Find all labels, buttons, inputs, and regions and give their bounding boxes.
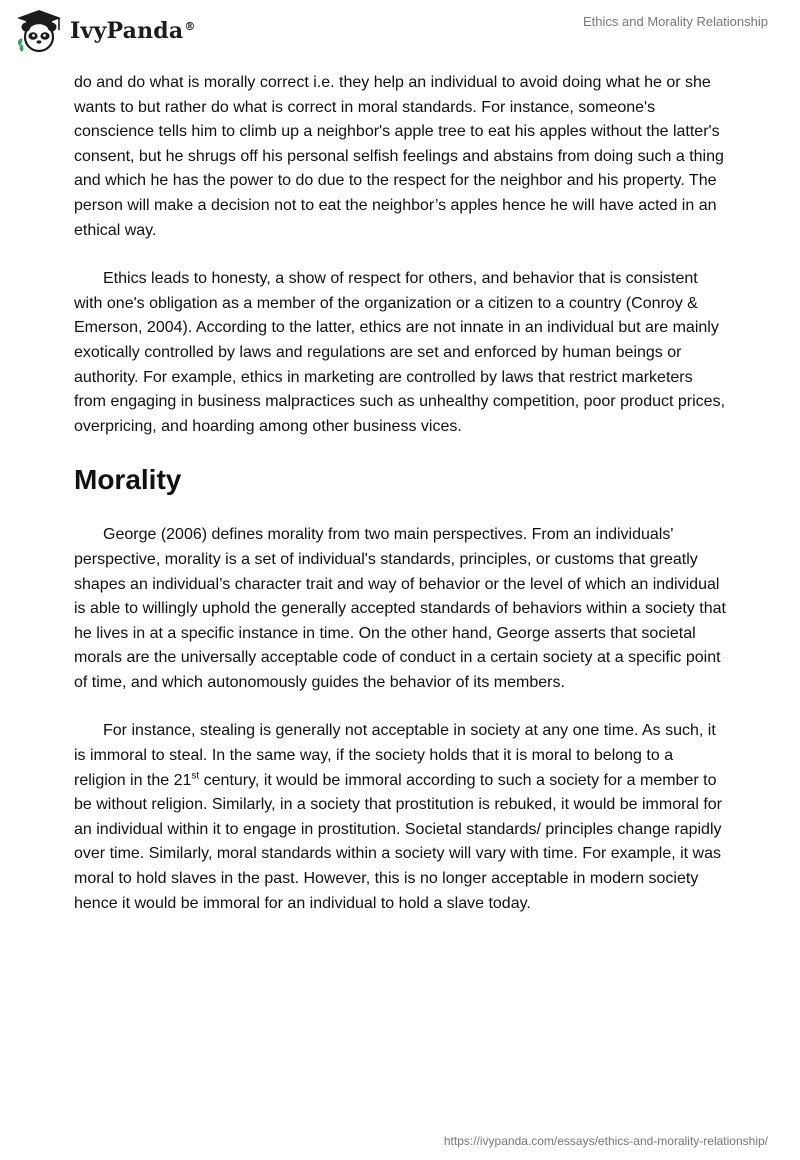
paragraph-morality-examples — [74, 719, 729, 916]
paragraph-ethics-honesty: Ethics leads to honesty, a show of respect for others, and behavior that is consistent with one's obligation as a member of the organization or a citizen to a country (Conroy & Emerson, 2004). According to the latter, ethics are not innate in an individual but are mainly exotically controlled by laws and regulations are set and enforced by human beings or authority. For example, ethics in marketing are controlled by laws that restrict marketers from engaging in business malpractices such as unhealthy competition, poor product prices, overpricing, and hoarding among other business vices. — [74, 270, 726, 435]
panda-graduate-icon — [14, 8, 64, 54]
paragraph-ethics-continued: do and do what is morally correct i.e. they help an individual to avoid doing what he or she wants to but rather do what is correct in moral standards. For instance, someone's conscience tells him to climb up a neighbor's apple tree to eat his apples without the latter's consent, but he shrugs off his personal selfish feelings and abstains from doing such a thing and which he has the power to do due to the respect for the neighbor and his property. The person will make a decision not to eat the neighbor’s apples hence he will have acted in an ethical way. — [74, 74, 724, 239]
essay-body — [74, 71, 729, 940]
ordinal-suffix: st — [191, 770, 200, 782]
brand-name-text: IvyPanda — [70, 18, 184, 44]
paragraph-morality-definition: George (2006) defines morality from two main perspectives. From an individuals' perspective, morality is a set of individual's standards, principles, or customs that greatly shapes an individual’s character trait and way of behavior or the level of which an individual is able to willingly uphold the generally accepted standards of behaviors within a society that he lives in at a specific instance in time. On the other hand, George asserts that societal morals are the universally acceptable code of conduct in a certain society at a specific point of time, and which autonomously guides the behavior of its members. — [74, 526, 726, 691]
paragraph-text-part-2: century, it would be immoral according to such a society for a member to be without religion. Similarly, in a society that prostitution is rebuked, it would be immoral for an individual within it to engage in prostitution. Societal standards/ principles change rapidly over time. Similarly, moral standards within a society will vary with time. For example, it was moral to hold slaves in the past. However, this is no longer acceptable in modern society hence it would be immoral for an individual to hold a slave today. — [74, 771, 722, 912]
page-header — [0, 0, 800, 60]
document-title: Ethics and Morality Relationship — [583, 14, 768, 29]
section-heading-morality: Morality — [74, 464, 182, 496]
paragraph-text-part-1: For instance, stealing is generally not acceptable in society at any one time. As such, it is immoral to steal. In the same way, if the society holds that it is moral to belong to a religion in the 21 — [74, 722, 716, 789]
brand-name — [70, 18, 196, 44]
registered-mark: ® — [184, 19, 196, 33]
ivypanda-logo[interactable] — [14, 6, 196, 56]
source-url[interactable]: https://ivypanda.com/essays/ethics-and-morality-relationship/ — [443, 1134, 768, 1148]
